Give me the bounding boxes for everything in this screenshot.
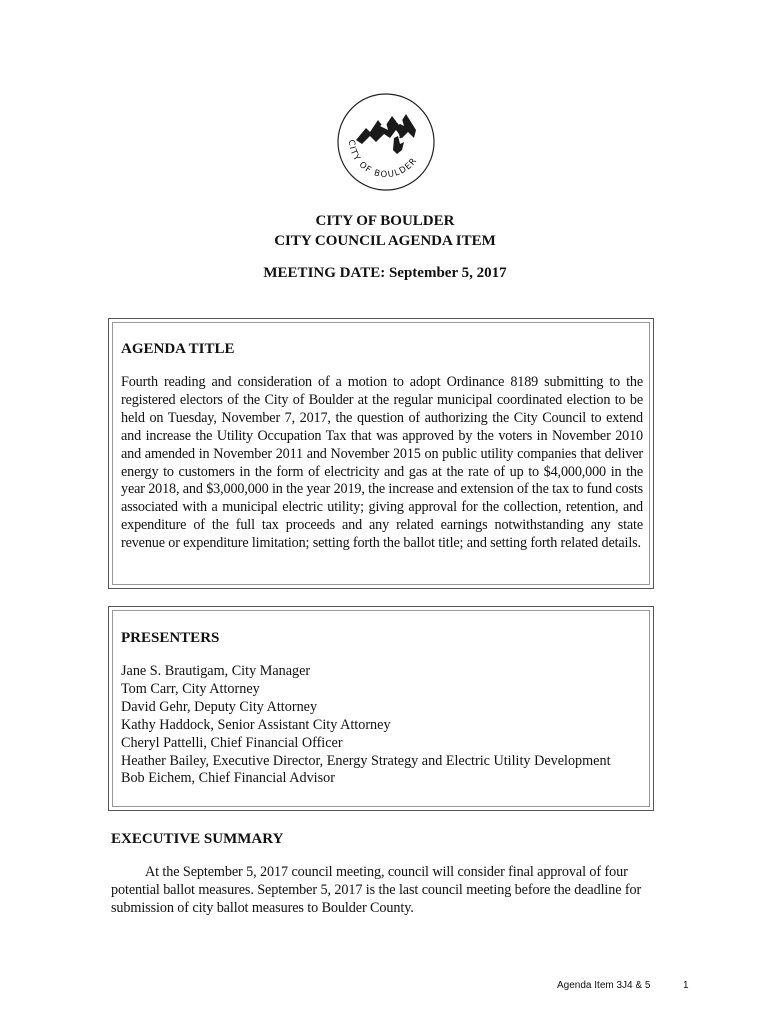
meeting-date: MEETING DATE: September 5, 2017 <box>263 265 507 281</box>
presenters-box <box>108 606 654 811</box>
presenters-heading: PRESENTERS <box>121 630 220 646</box>
agenda-title-text: Fourth reading and consideration of a motion to adopt Ordinance 8189 submitting to the registered electors of the City of Boulder at the regular municipal coordinated election to be held on Tuesday, November 7, 2017, the question of authorizing the City Council to extend and increase the Utility Occupation Tax that was approved by the voters in November 2010 and amended in November 2011 and November 2015 on public utility companies that deliver energy to customers in the form of electricity and gas at the rate of up to $4,000,000 in the year 2018, and $3,000,000 in the year 2019, the increase and extension of the tax to fund costs associated with a municipal electric utility; giving approval for the collection, retention, and expenditure of the full tax proceeds and any related earnings notwithstanding any state revenue or expenditure limitation; setting forth the ballot title; and setting forth related details. <box>121 374 643 552</box>
presenter-item: Kathy Haddock, Senior Assistant City Attorney <box>121 716 391 733</box>
presenter-item: Tom Carr, City Attorney <box>121 680 260 697</box>
footer-page-number: 1 <box>683 980 689 991</box>
executive-summary-text: At the September 5, 2017 council meeting, council will consider final approval of four potential ballot measures. September 5, 2017 is the last council meeting before the deadline for submission of city ballot measures to Boulder County. <box>111 864 642 916</box>
agenda-title-box <box>108 318 654 589</box>
svg-text:CITY OF BOULDER <box>346 139 420 180</box>
presenter-item: Heather Bailey, Executive Director, Energy Strategy and Electric Utility Development <box>121 752 611 769</box>
presenter-item: Cheryl Pattelli, Chief Financial Officer <box>121 734 343 751</box>
presenters-list <box>121 663 647 788</box>
footer-agenda-item: Agenda Item 3J4 & 5 <box>557 980 651 991</box>
presenter-item: Jane S. Brautigam, City Manager <box>121 663 311 679</box>
presenter-item: Bob Eichem, Chief Financial Advisor <box>121 770 335 787</box>
city-seal-logo <box>336 92 436 192</box>
document-type: CITY COUNCIL AGENDA ITEM <box>274 233 496 249</box>
agenda-title-heading: AGENDA TITLE <box>121 341 235 357</box>
org-name: CITY OF BOULDER <box>315 213 455 229</box>
presenter-item: David Gehr, Deputy City Attorney <box>121 698 318 715</box>
seal-lettering: CITY OF BOULDER <box>345 139 420 181</box>
executive-summary-heading: EXECUTIVE SUMMARY <box>111 831 284 847</box>
